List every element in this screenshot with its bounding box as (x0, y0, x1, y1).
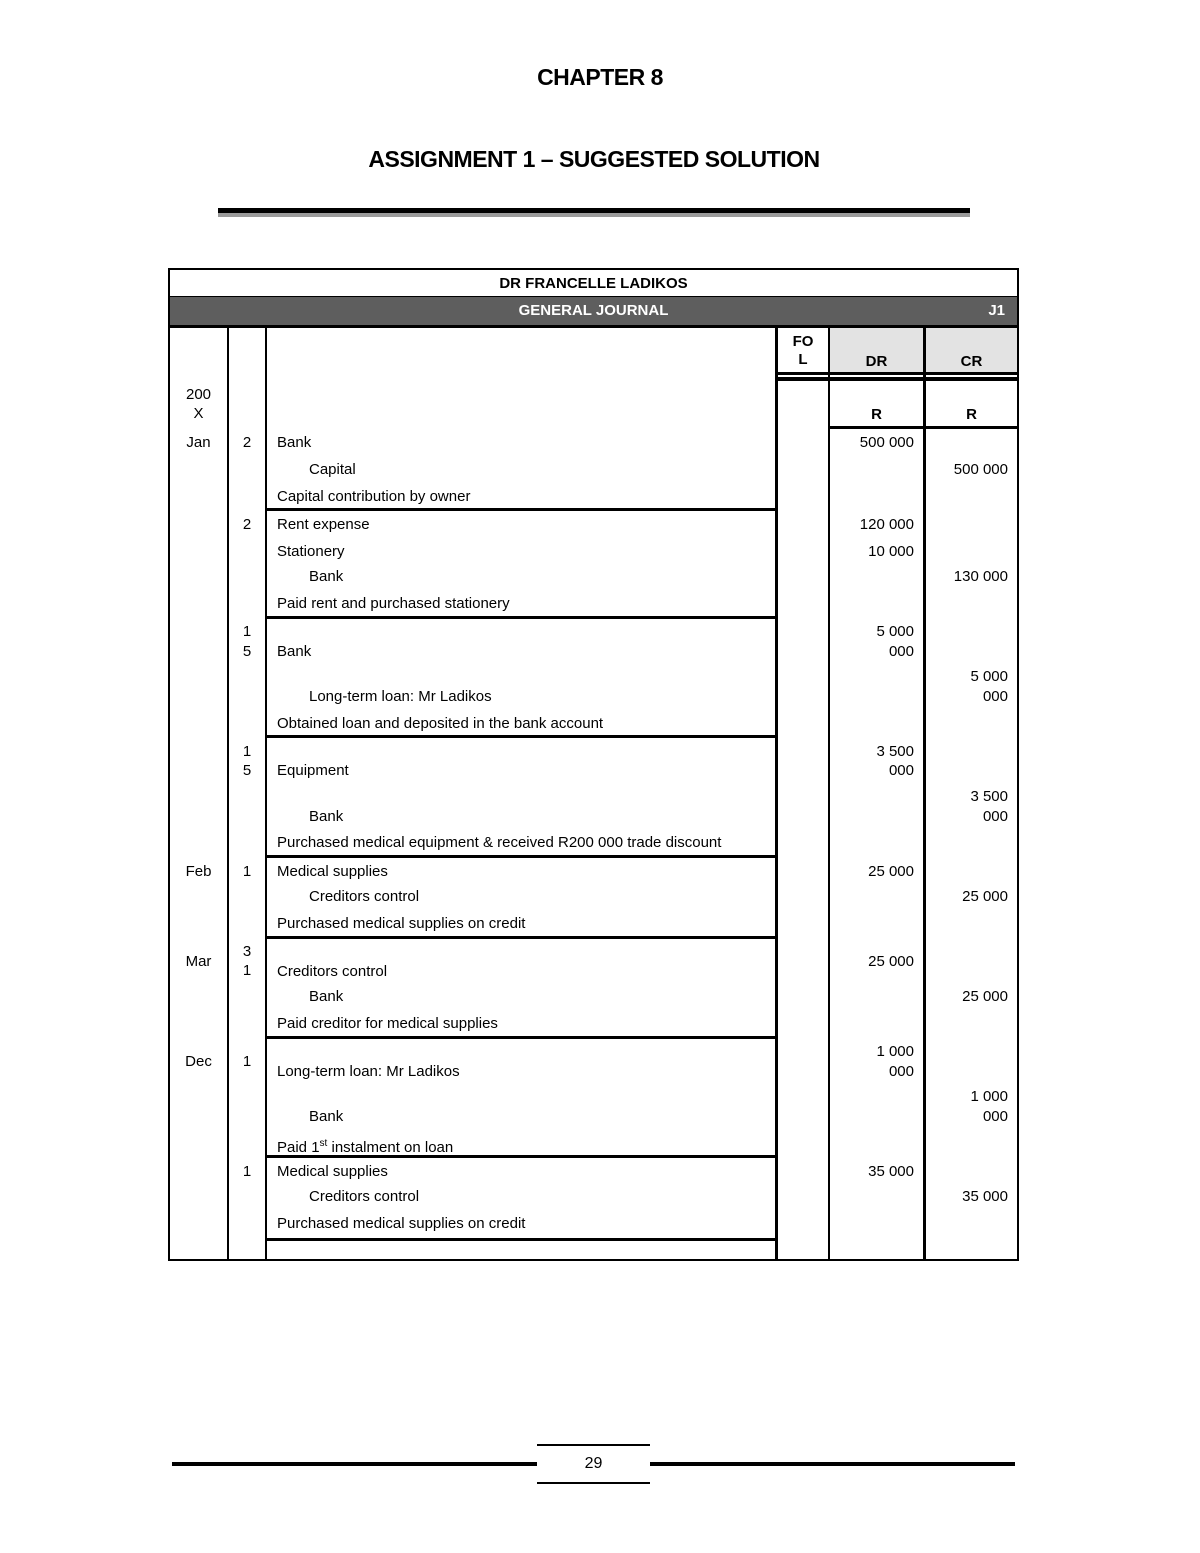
narration: Capital contribution by owner (277, 488, 471, 505)
entry-day: 1 (242, 743, 252, 760)
cr-header: CR (960, 353, 983, 370)
debit-account: Creditors control (277, 963, 388, 980)
narration: Paid creditor for medical supplies (277, 1015, 498, 1032)
fol-header: FO (792, 333, 814, 350)
journal-title: GENERAL JOURNAL (518, 302, 669, 319)
entry-day: 1 (242, 863, 252, 880)
year-header-cont: X (193, 405, 204, 422)
year-header: 200 (185, 386, 212, 403)
page-number: 29 (584, 1455, 603, 1472)
fol-header-cont: L (798, 351, 808, 368)
entry-month: Jan (186, 434, 211, 451)
credit-amount: 35 000 (962, 1188, 1008, 1205)
credit-account: Bank (309, 1108, 344, 1125)
ordinal-suffix: st (319, 1138, 328, 1149)
entry-separator (267, 616, 776, 619)
entry-separator (267, 1036, 776, 1039)
debit-amount-cont: 000 (888, 1063, 914, 1080)
debit-amount: 10 000 (868, 543, 914, 560)
debit-account: Rent expense (277, 516, 370, 533)
entry-separator (267, 855, 776, 858)
debit-account: Medical supplies (277, 863, 388, 880)
entry-day-cont: 5 (242, 762, 252, 779)
cr-currency: R (966, 406, 977, 423)
entry-day: 2 (242, 434, 252, 451)
entry-month: Mar (185, 953, 212, 970)
entry-separator (267, 508, 776, 511)
debit-amount: 35 000 (868, 1163, 914, 1180)
footer-rule-right (650, 1462, 1015, 1466)
journal-ref: J1 (988, 302, 1005, 319)
entry-separator (267, 735, 776, 738)
debit-amount: 3 500 (876, 743, 914, 760)
narration: Purchased medical supplies on credit (277, 1215, 526, 1232)
credit-amount: 1 000 (970, 1088, 1008, 1105)
header-rule-2 (777, 377, 1017, 381)
debit-amount: 120 000 (859, 516, 914, 533)
entry-day: 2 (242, 516, 252, 533)
narration-text-cont: instalment on loan (327, 1139, 454, 1156)
credit-amount: 3 500 (970, 788, 1008, 805)
debit-amount: 1 000 (876, 1043, 914, 1060)
debit-account: Bank (277, 643, 312, 660)
narration: Obtained loan and deposited in the bank account (277, 715, 604, 732)
narration-text: Paid 1 (277, 1139, 320, 1156)
entry-day-cont: 5 (242, 643, 252, 660)
dr-header: DR (865, 353, 888, 370)
credit-account: Bank (309, 808, 344, 825)
col-line-month (227, 325, 229, 1260)
credit-account: Capital (309, 461, 356, 478)
debit-amount-cont: 000 (888, 762, 914, 779)
credit-amount-cont: 000 (982, 1108, 1008, 1125)
col-line-details (775, 325, 778, 1260)
entry-separator (267, 936, 776, 939)
header-rule-1 (777, 372, 1017, 375)
debit-account: Equipment (277, 762, 349, 779)
entry-day: 1 (242, 623, 252, 640)
credit-account: Creditors control (309, 888, 420, 905)
heading-divider-shadow (218, 213, 970, 217)
header-rule-3 (830, 426, 1017, 429)
col-line-day (265, 325, 267, 1260)
credit-amount-cont: 000 (982, 688, 1008, 705)
entry-month: Feb (185, 863, 212, 880)
credit-account: Bank (309, 568, 344, 585)
debit-amount-cont: 000 (888, 643, 914, 660)
debit-amount: 5 000 (876, 623, 914, 640)
entry-separator (267, 1238, 776, 1241)
col-line-fol (828, 325, 830, 1260)
dr-currency: R (871, 406, 882, 423)
general-journal-table (168, 268, 1019, 1261)
debit-amount: 25 000 (868, 863, 914, 880)
credit-account: Bank (309, 988, 344, 1005)
page-number-box-top (537, 1444, 650, 1446)
narration: Purchased medical supplies on credit (277, 915, 526, 932)
footer-rule-left (172, 1462, 537, 1466)
narration (277, 1134, 453, 1157)
credit-amount: 25 000 (962, 888, 1008, 905)
debit-account: Bank (277, 434, 312, 451)
assignment-heading: ASSIGNMENT 1 – SUGGESTED SOLUTION (368, 146, 820, 172)
page-number-box-bottom (537, 1482, 650, 1484)
debit-account: Stationery (277, 543, 345, 560)
credit-amount: 130 000 (953, 568, 1008, 585)
credit-amount: 25 000 (962, 988, 1008, 1005)
entry-month: Dec (185, 1053, 212, 1070)
entry-day: 1 (242, 1163, 252, 1180)
debit-account: Long-term loan: Mr Ladikos (277, 1063, 460, 1080)
credit-account: Long-term loan: Mr Ladikos (309, 688, 492, 705)
credit-amount: 500 000 (953, 461, 1008, 478)
credit-account: Creditors control (309, 1188, 420, 1205)
entry-day: 3 (242, 943, 252, 960)
entry-day-cont: 1 (242, 962, 252, 979)
debit-amount: 500 000 (859, 434, 914, 451)
journal-owner-title: DR FRANCELLE LADIKOS (168, 268, 1019, 298)
chapter-heading: CHAPTER 8 (537, 64, 663, 90)
debit-amount: 25 000 (868, 953, 914, 970)
entry-day: 1 (242, 1053, 252, 1070)
debit-account: Medical supplies (277, 1163, 388, 1180)
credit-amount: 5 000 (970, 668, 1008, 685)
journal-title-bar (168, 297, 1019, 325)
narration: Paid rent and purchased stationery (277, 595, 510, 612)
credit-amount-cont: 000 (982, 808, 1008, 825)
journal-frame (168, 325, 1019, 1261)
narration: Purchased medical equipment & received R200 000 trade discount (277, 834, 722, 851)
